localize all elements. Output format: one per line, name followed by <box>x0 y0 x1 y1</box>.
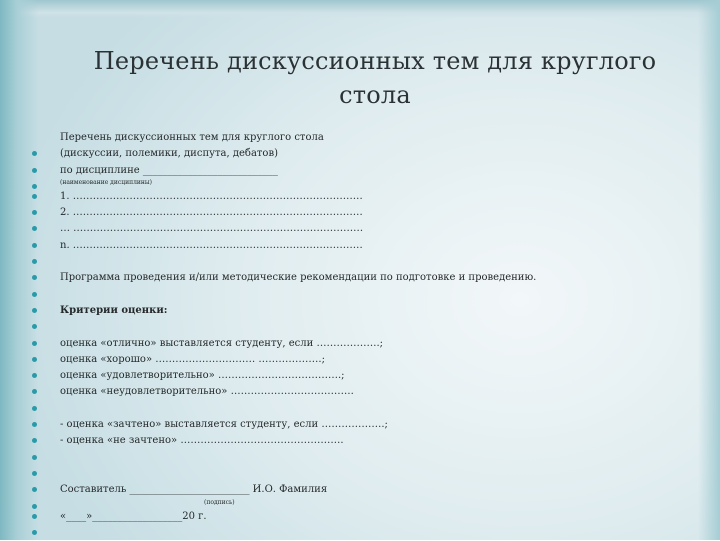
bullet-icon <box>32 357 37 362</box>
top-decorative-band <box>0 0 720 18</box>
list-item <box>32 270 682 286</box>
line-text: Составитель ________________________ И.О. Фамилия <box>60 484 328 496</box>
list-item <box>32 303 682 319</box>
line-text: по дисциплине ___________________________ <box>60 164 278 176</box>
list-item <box>32 221 682 237</box>
list-item <box>32 368 682 384</box>
list-item <box>32 179 682 189</box>
bullet-icon <box>32 487 37 492</box>
bullet-icon <box>32 514 37 519</box>
list-item <box>32 499 682 509</box>
list-item <box>32 189 682 205</box>
bullet-icon <box>32 373 37 378</box>
list-item <box>32 352 682 368</box>
list-item <box>32 146 682 162</box>
list-item <box>32 254 682 270</box>
line-text: оценка «отлично» выставляется студенту, если ……………….; <box>60 337 384 349</box>
bullet-icon <box>32 243 37 248</box>
bullet-icon <box>32 275 37 280</box>
line-text: Перечень дискуссионных тем для круглого стола <box>60 132 324 143</box>
bullet-icon <box>32 226 37 231</box>
bullet-icon <box>32 194 37 199</box>
bullet-icon <box>32 259 37 264</box>
bullet-icon <box>32 438 37 443</box>
bullet-icon <box>32 292 37 297</box>
list-item <box>32 336 682 352</box>
list-item <box>32 482 682 498</box>
bullet-icon <box>32 341 37 346</box>
bullet-icon <box>32 455 37 460</box>
line-text: n. …………………………………………………………………………… <box>60 239 363 251</box>
line-text: оценка «неудовлетворительно» ………………………………. <box>60 386 354 398</box>
list-item <box>32 450 682 466</box>
bullet-icon <box>32 406 37 411</box>
bullet-icon <box>32 422 37 427</box>
line-text: - оценка «зачтено» выставляется студенту, если ……………….; <box>60 419 388 431</box>
list-item <box>32 130 682 146</box>
bullet-icon <box>32 168 37 173</box>
bullet-icon <box>32 530 37 535</box>
bullet-icon <box>32 471 37 476</box>
line-text: 2. …………………………………………………………………………… <box>60 207 363 219</box>
line-text: Критерии оценки: <box>60 304 168 316</box>
list-item <box>32 319 682 335</box>
line-text: оценка «удовлетворительно» ……………………………….; <box>60 370 345 382</box>
bullet-icon <box>32 389 37 394</box>
line-text: (наименование дисциплины) <box>60 178 152 186</box>
line-text: - оценка «не зачтено» …………………………………………. <box>60 435 344 447</box>
line-text: (подпись) <box>204 498 235 506</box>
line-text: Программа проведения и/или методические рекомендации по подготовке и проведению. <box>60 272 537 284</box>
list-item <box>32 509 682 525</box>
list-item <box>32 401 682 417</box>
slide-title: Перечень дискуссионных тем для круглого стола <box>93 47 657 109</box>
list-item <box>32 433 682 449</box>
line-text: «____»__________________20 г. <box>60 510 207 522</box>
bullet-icon <box>32 324 37 329</box>
line-text: … …………………………………………………………………………… <box>60 223 364 235</box>
list-item <box>32 466 682 482</box>
list-item <box>32 384 682 400</box>
list-item <box>32 525 682 541</box>
slide-body <box>32 130 682 541</box>
list-item <box>32 287 682 303</box>
list-item <box>32 238 682 254</box>
bullet-icon <box>32 308 37 313</box>
right-decorative-band <box>698 0 720 540</box>
line-text: (дискуссии, полемики, диспута, дебатов) <box>60 148 278 160</box>
list-item <box>32 417 682 433</box>
bullet-icon <box>32 151 37 156</box>
bullet-icon <box>32 210 37 215</box>
line-text: 1. …………………………………………………………………………… <box>60 190 363 202</box>
line-text: оценка «хорошо» ………………………… ……………….; <box>60 353 325 365</box>
list-item <box>32 205 682 221</box>
